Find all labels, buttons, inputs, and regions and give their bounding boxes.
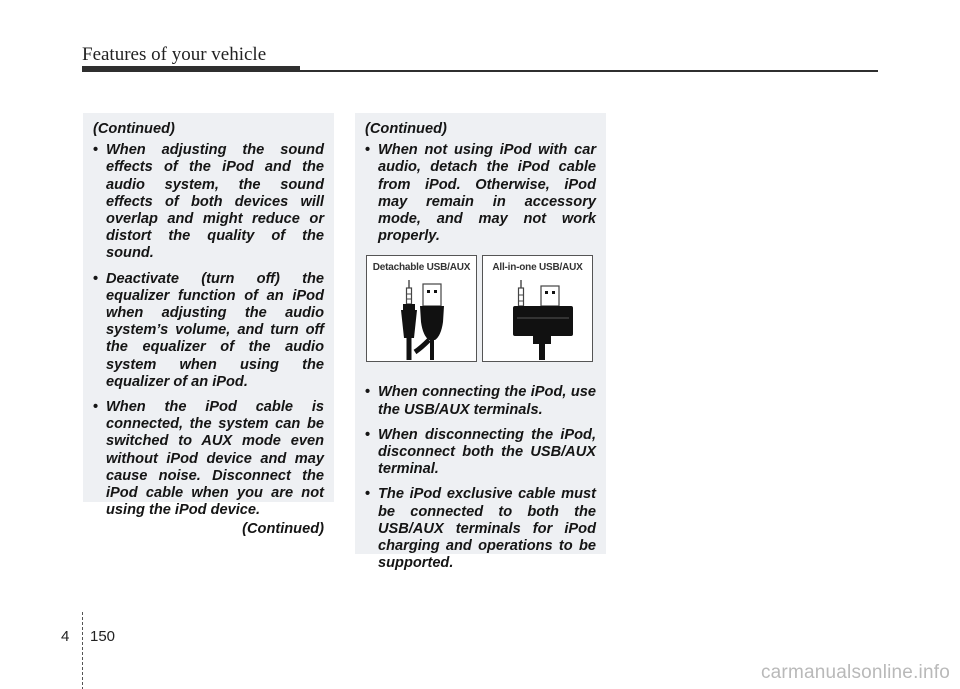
all-in-one-usb-aux-figure [482,255,593,362]
page-header-title: Features of your vehicle [82,44,267,65]
figure-label: All-in-one USB/AUX [492,262,583,274]
continued-label-top: (Continued) [93,121,175,137]
left-note-panel [83,113,334,538]
right-intro-list [365,142,596,245]
note-text: • When not using iPod with car audio, detach the iPod cable from iPod. Otherwise, iPod may remain in accessory mode, and may not work properly. [378,142,596,245]
right-note-list [365,384,596,572]
continued-label-top: (Continued) [365,121,447,137]
note-text: • When adjusting the sound effects of the iPod and the audio system, the sound effects of both devices will overlap and might reduce or distort the quality of the sound. [106,142,324,262]
figure-label: Detachable USB/AUX [372,262,471,274]
list-item [93,271,324,391]
left-note-list [93,142,324,519]
note-text: • When connecting the iPod, use the USB/AUX terminals. [378,384,596,418]
continued-label-bottom: (Continued) [242,521,324,538]
all-in-one-cable-icon [483,278,592,362]
note-text: • When the iPod cable is connected, the system can be switched to AUX mode even without iPod device and may cause noise. Disconnect the iPod cable when you are not using the iPod device. [106,399,324,519]
list-item [365,142,596,245]
right-note-panel [355,113,606,572]
page-number: 150 [90,628,116,645]
note-text: • When disconnecting the iPod, disconnect both the USB/AUX terminal. [378,426,596,478]
header-rule-thin [300,70,878,72]
list-item [365,384,596,418]
list-item [365,427,596,479]
header-rule-thick [82,66,300,72]
footer-separator [82,612,83,689]
note-text: • The iPod exclusive cable must be connected to both the USB/AUX terminals for iPod charging and operations to be supported. [378,486,596,572]
list-item [365,486,596,572]
list-item [93,399,324,519]
note-text: • Deactivate (turn off) the equalizer function of an iPod when adjusting the audio system’s volume, and turn off the equalizer of the audio system when using the equalizer of an iPod. [106,270,324,390]
detachable-cable-icon [367,278,476,362]
detachable-usb-aux-figure [366,255,477,362]
list-item [93,142,324,262]
watermark-text: carmanualsonline.info [760,662,950,683]
usb-aux-figures [366,255,596,362]
chapter-number: 4 [61,628,70,645]
